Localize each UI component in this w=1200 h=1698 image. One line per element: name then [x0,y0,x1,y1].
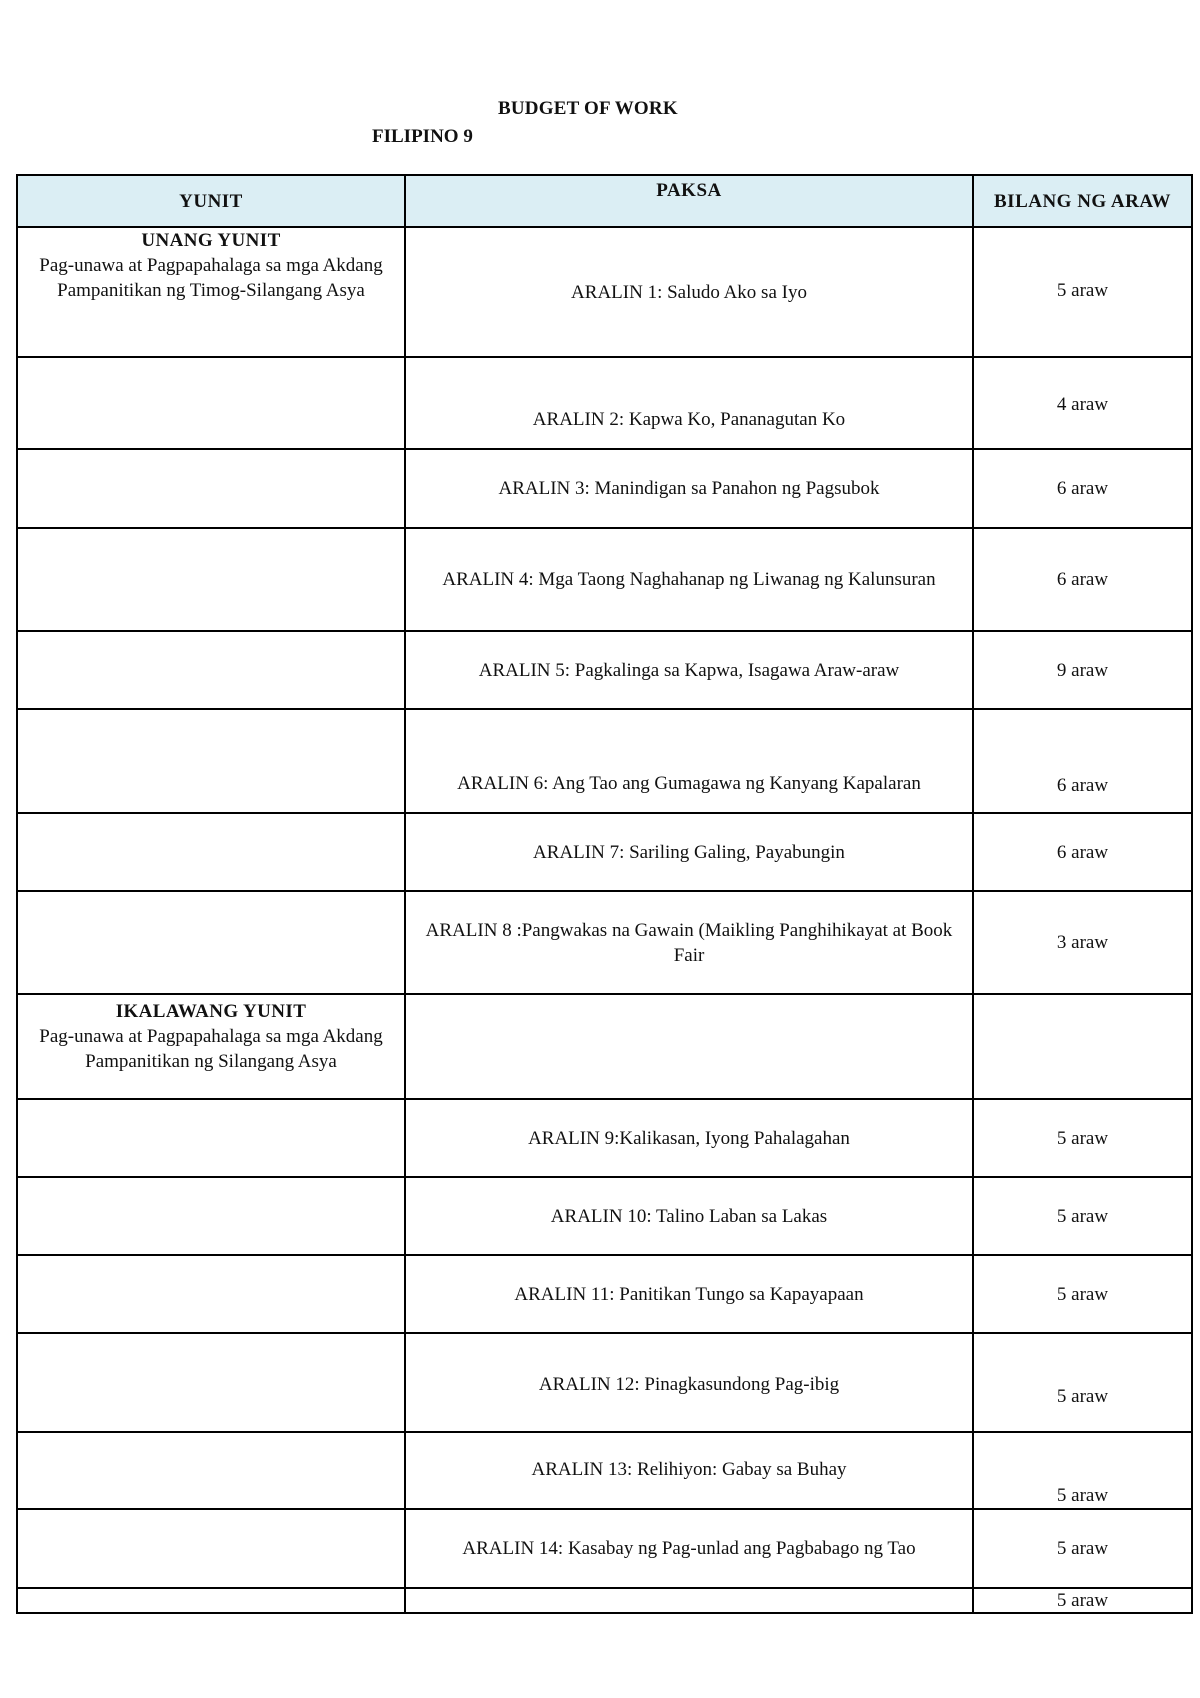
table-row [17,994,1192,1099]
days-cell: 3 araw [973,891,1192,994]
unit-cell [17,709,405,813]
unit-cell [17,813,405,891]
unit-cell [17,1255,405,1333]
topic-cell: ARALIN 2: Kapwa Ko, Pananagutan Ko [405,357,973,449]
document-subtitle: FILIPINO 9 [372,126,473,147]
days-cell: 6 araw [973,813,1192,891]
days-cell: 5 araw [973,1588,1192,1613]
topic-cell: ARALIN 7: Sariling Galing, Payabungin [405,813,973,891]
days-cell [973,994,1192,1099]
table-row [17,1588,1192,1613]
unit-description: Pag-unawa at Pagpapahalaga sa mga Akdang Pampanitikan ng Silangang Asya [39,1026,383,1072]
table-header-row [17,175,1192,227]
table-row [17,1177,1192,1255]
days-cell: 5 araw [973,1509,1192,1588]
table-row [17,227,1192,357]
unit-cell [17,1333,405,1432]
table-row [17,1099,1192,1177]
table-row [17,357,1192,449]
table-row [17,1333,1192,1432]
topic-cell: ARALIN 8 :Pangwakas na Gawain (Maikling Panghihikayat at Book Fair [405,891,973,994]
table-row [17,813,1192,891]
days-cell: 6 araw [973,449,1192,528]
unit-cell [17,227,405,357]
table-row [17,528,1192,631]
unit-name: IKALAWANG YUNIT [115,1001,307,1022]
table-row [17,709,1192,813]
unit-description: Pag-unawa at Pagpapahalaga sa mga Akdang Pampanitikan ng Timog-Silangang Asya [39,255,383,301]
topic-cell: ARALIN 5: Pagkalinga sa Kapwa, Isagawa Araw-araw [405,631,973,709]
days-cell: 6 araw [973,709,1192,813]
unit-cell [17,1509,405,1588]
days-cell: 5 araw [973,1099,1192,1177]
days-cell: 5 araw [973,1432,1192,1509]
days-cell: 5 araw [973,1333,1192,1432]
unit-cell [17,1177,405,1255]
table-row [17,631,1192,709]
topic-cell: ARALIN 14: Kasabay ng Pag-unlad ang Pagbabago ng Tao [405,1509,973,1588]
unit-cell [17,994,405,1099]
topic-cell: ARALIN 4: Mga Taong Naghahanap ng Liwanag ng Kalunsuran [405,528,973,631]
topic-cell: ARALIN 1: Saludo Ako sa Iyo [405,227,973,357]
topic-cell: ARALIN 12: Pinagkasundong Pag-ibig [405,1333,973,1432]
table-row [17,449,1192,528]
unit-cell [17,1432,405,1509]
unit-cell [17,1099,405,1177]
days-cell: 5 araw [973,1255,1192,1333]
days-cell: 9 araw [973,631,1192,709]
topic-cell [405,994,973,1099]
unit-cell [17,449,405,528]
days-cell: 5 araw [973,227,1192,357]
topic-cell: ARALIN 11: Panitikan Tungo sa Kapayapaan [405,1255,973,1333]
table-row [17,1509,1192,1588]
topic-cell [405,1588,973,1613]
topic-cell: ARALIN 6: Ang Tao ang Gumagawa ng Kanyang Kapalaran [405,709,973,813]
table-row [17,1432,1192,1509]
unit-cell [17,631,405,709]
days-cell: 4 araw [973,357,1192,449]
header-bilang-ng-araw: BILANG NG ARAW [973,175,1192,227]
topic-cell: ARALIN 13: Relihiyon: Gabay sa Buhay [405,1432,973,1509]
header-paksa: PAKSA [405,175,973,227]
topic-cell: ARALIN 9:Kalikasan, Iyong Pahalagahan [405,1099,973,1177]
unit-cell [17,528,405,631]
days-cell: 5 araw [973,1177,1192,1255]
document-title: BUDGET OF WORK [498,98,678,119]
topic-cell: ARALIN 10: Talino Laban sa Lakas [405,1177,973,1255]
unit-cell [17,357,405,449]
header-yunit: YUNIT [17,175,405,227]
unit-cell [17,1588,405,1613]
unit-cell [17,891,405,994]
days-cell: 6 araw [973,528,1192,631]
unit-name: UNANG YUNIT [141,230,281,251]
topic-cell: ARALIN 3: Manindigan sa Panahon ng Pagsubok [405,449,973,528]
table-row [17,1255,1192,1333]
budget-of-work-table [16,174,1193,1614]
table-row [17,891,1192,994]
